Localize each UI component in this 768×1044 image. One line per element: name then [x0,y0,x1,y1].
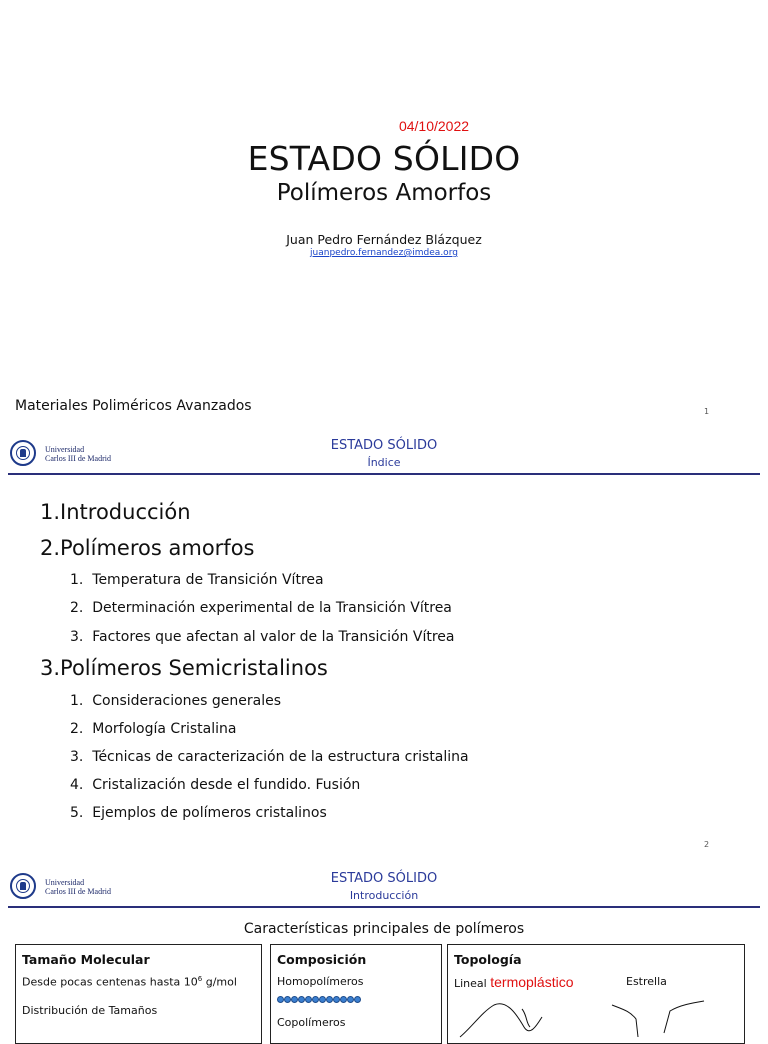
topology-box [447,944,745,1044]
copolymers-label: Copolímeros [277,1016,346,1029]
header-divider [8,906,760,908]
header-divider [8,473,760,475]
index-section-3: 3.Polímeros Semicristalinos [40,656,328,680]
slide-header-subtitle: Introducción [349,889,419,902]
university-name: Universidad Carlos III de Madrid [45,878,111,896]
star-label: Estrella [626,975,667,988]
size-distribution-label: Distribución de Tamaños [22,1004,158,1017]
index-section-2: 2.Polímeros amorfos [40,536,255,560]
index-subitem: 2. Morfología Cristalina [70,721,237,737]
presentation-title: ESTADO SÓLIDO [247,139,521,178]
slide-header-subtitle: Índice [367,456,401,469]
index-subitem: 5. Ejemplos de polímeros cristalinos [70,805,327,821]
index-subitem: 3. Técnicas de caracterización de la estructura cristalina [70,749,469,765]
author-email-link[interactable]: juanpedro.fernandez@imdea.org [310,248,458,258]
molecular-weight-range: Desde pocas centenas hasta $10^6$ g/mol [22,975,237,989]
thermoplastic-label: termoplástico [490,974,574,990]
box-title: Composición [277,952,367,967]
index-subitem: 1. Temperatura de Transición Vítrea [70,572,324,588]
topology-sketch [452,997,742,1043]
box-title: Topología [454,952,522,967]
composition-box [270,944,442,1044]
box-title: Tamaño Molecular [22,952,150,967]
homopolymers-label: Homopolímeros [277,975,364,988]
molecular-size-box [15,944,262,1044]
index-subitem: 4. Cristalización desde el fundido. Fusión [70,777,361,793]
index-subitem: 3. Factores que afectan al valor de la Transición Vítrea [70,629,455,645]
slide-header-title: ESTADO SÓLIDO [330,871,438,886]
index-subitem: 2. Determinación experimental de la Transición Vítrea [70,600,452,616]
course-footer: Materiales Poliméricos Avanzados [15,398,252,414]
index-section-1: 1.Introducción [40,500,191,524]
presentation-date: 04/10/2022 [398,118,470,134]
author-name: Juan Pedro Fernández Blázquez [286,232,482,247]
linear-label: Lineal termoplástico [454,974,574,990]
homopolymer-chain-diagram [277,996,361,1003]
university-name: Universidad Carlos III de Madrid [45,445,111,463]
page-number: 1 [704,407,710,416]
presentation-subtitle: Polímeros Amorfos [276,180,492,206]
slide-header-title: ESTADO SÓLIDO [330,438,438,453]
page-number: 2 [704,840,710,849]
index-subitem: 1. Consideraciones generales [70,693,281,709]
slide-heading: Características principales de polímeros [243,921,525,937]
